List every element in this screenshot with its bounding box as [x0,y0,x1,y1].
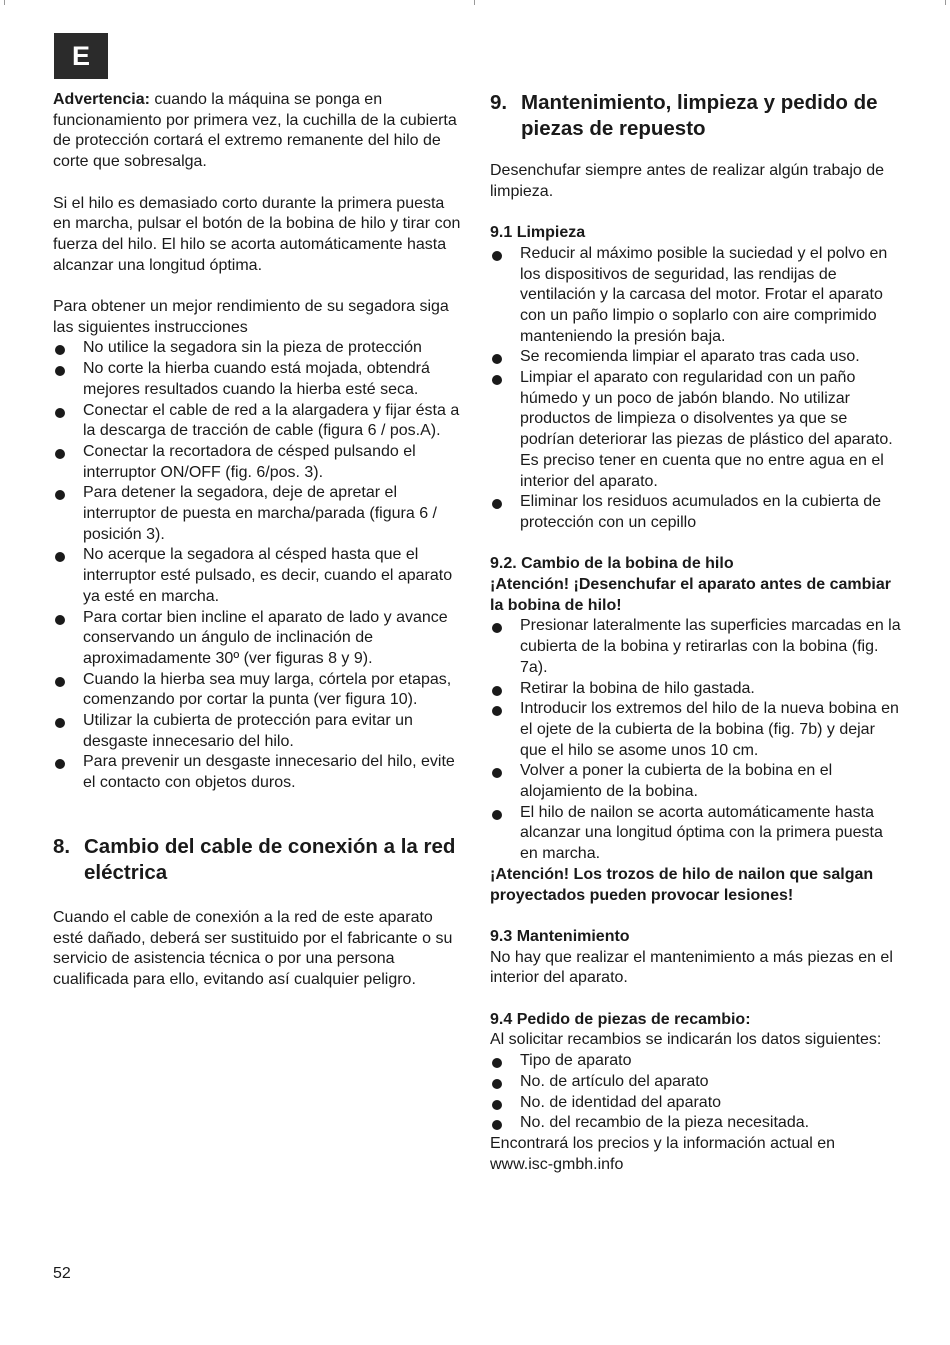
spool-list [490,616,902,864]
list-item: Retirar la bobina de hilo gastada. [490,679,902,700]
list-item: Conectar la recortadora de césped pulsando el interruptor ON/OFF (fig. 6/pos. 3). [53,442,463,483]
list-item: Tipo de aparato [490,1051,902,1072]
section-title: Cambio del cable de conexión a la red eléctrica [84,834,456,884]
list-item: No acerque la segadora al césped hasta que el interruptor esté pulsado, es decir, cuando el aparato ya esté en marcha. [53,545,463,607]
list-item: Se recomienda limpiar el aparato tras cada uso. [490,347,902,368]
short-thread-paragraph: Si el hilo es demasiado corto durante la primera puesta en marcha, pulsar el botón de la bobina de hilo y tirar con fuerza del hilo. El hilo se acorta automáticamente hasta alcanzar una longitud óptima. [53,194,461,274]
maintenance-body: No hay que realizar el mantenimiento a más piezas en el interior del aparato. [490,948,893,987]
list-item: No. de artículo del aparato [490,1072,902,1093]
section-8-heading [53,834,463,886]
list-item: Eliminar los residuos acumulados en la cubierta de protección con un cepillo [490,492,902,533]
list-item: Volver a poner la cubierta de la bobina en el alojamiento de la bobina. [490,761,902,802]
warning-label: Advertencia: [53,91,150,108]
maintenance-heading: 9.3 Mantenimiento [490,927,630,945]
page-number: 52 [53,1265,71,1282]
section-number: 8. [53,834,71,858]
list-item: El hilo de nailon se acorta automáticamente hasta alcanzar una longitud óptima con la primera puesta en marcha. [490,803,902,865]
list-item: Limpiar el aparato con regularidad con un paño húmedo y un poco de jabón blando. No utilizar productos de limpieza o disolventes ya que se podrían deteriorar las piezas de plástico del aparato. Es preciso tener en cuenta que no entre agua en el interior del aparato. [490,368,902,492]
warning-text: cuando la máquina se ponga en funcionamiento por primera vez, la cuchilla de la cubierta de protección cortará el extremo remanente del hilo de corte que sobresalga. [53,91,457,171]
ordering-list [490,1051,902,1134]
list-item: Para prevenir un desgaste innecesario del hilo, evite el contacto con objetos duros. [53,752,463,793]
section-number: 9. [490,91,508,114]
list-item: No. de identidad del aparato [490,1093,902,1114]
instructions-list [53,338,463,793]
cleaning-list [490,244,902,534]
cleaning-heading: 9.1 Limpieza [490,224,586,242]
crop-mark [474,0,475,5]
list-item: No corte la hierba cuando está mojada, obtendrá mejores resultados cuando la hierba esté seca. [53,359,463,400]
list-item: Para cortar bien incline el aparato de lado y avance conservando un ángulo de inclinación de aproximadamente 30º (ver figuras 8 y 9). [53,608,463,670]
spool-warning: ¡Atención! Los trozos de hilo de nailon que salgan proyectados pueden provocar lesiones! [490,865,874,904]
section-title: Mantenimiento, limpieza y pedido de piezas de repuesto [521,91,878,140]
warning-paragraph [53,90,463,173]
list-item: Presionar lateralmente las superficies marcadas en la cubierta de la bobina y retirarlas con la bobina (fig. 7a). [490,616,902,678]
section-9-intro: Desenchufar siempre antes de realizar algún trabajo de limpieza. [490,162,885,200]
list-item: Conectar el cable de red a la alargadera y fijar ésta a la descarga de tracción de cable (figura 6 / pos.A). [53,401,463,442]
spool-heading: 9.2. Cambio de la bobina de hilo [490,555,734,573]
list-item: Introducir los extremos del hilo de la nueva bobina en el ojete de la cubierta de la bobina (fig. 7b) y dejar que el hilo se asome unos 10 cm. [490,699,902,761]
spool-attention: ¡Atención! ¡Desenchufar el aparato antes de cambiar la bobina de hilo! [490,576,891,614]
list-item: No. del recambio de la pieza necesitada. [490,1113,902,1134]
instructions-intro: Para obtener un mejor rendimiento de su segadora siga las siguientes instrucciones [53,298,449,336]
list-item: Reducir al máximo posible la suciedad y el polvo en los dispositivos de seguridad, las rendijas de ventilación y la carcasa del motor. Frotar el aparato con un paño limpio o soplarlo con aire comprimido manteniendo la presión baja. [490,244,902,348]
section-9-heading [490,90,902,142]
crop-mark [945,0,946,5]
left-column [53,90,463,991]
crop-mark [4,0,5,5]
ordering-footer: Encontrará los precios y la información actual en www.isc-gmbh.info [490,1134,836,1173]
list-item: No utilice la segadora sin la pieza de protección [53,338,463,359]
ordering-intro: Al solicitar recambios se indicarán los datos siguientes: [490,1031,882,1049]
list-item: Utilizar la cubierta de protección para evitar un desgaste innecesario del hilo. [53,711,463,752]
section-8-body: Cuando el cable de conexión a la red de este aparato esté dañado, deberá ser sustituido por el fabricante o su servicio de asistencia técnica o por una persona cualificada para ello, evitando así cualquier peligro. [53,908,453,988]
language-tab: E [54,33,108,79]
right-column [490,90,902,1175]
list-item: Cuando la hierba sea muy larga, córtela por etapas, comenzando por cortar la punta (ver figura 10). [53,670,463,711]
list-item: Para detener la segadora, deje de apretar el interruptor de puesta en marcha/parada (figura 6 / posición 3). [53,483,463,545]
ordering-heading: 9.4 Pedido de piezas de recambio: [490,1010,751,1028]
